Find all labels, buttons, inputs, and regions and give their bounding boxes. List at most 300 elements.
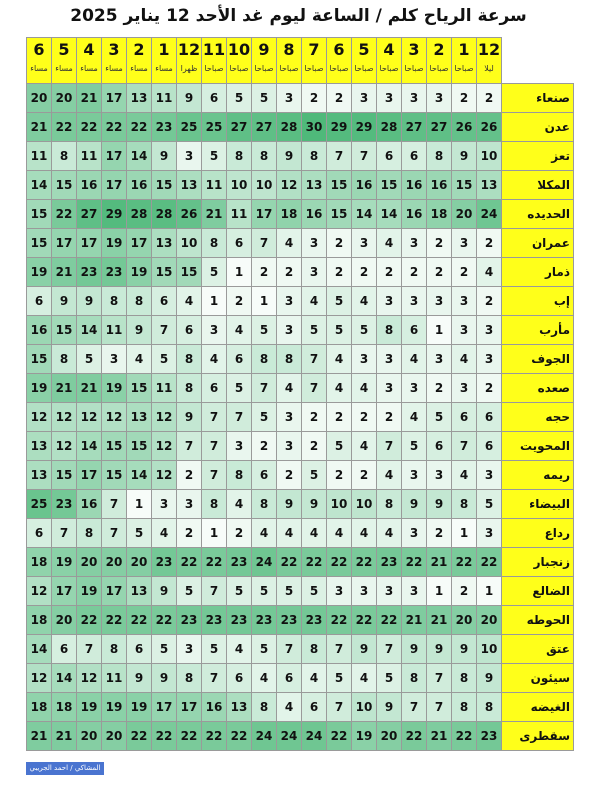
wind-value-cell: 9 [152, 142, 177, 171]
wind-value-cell: 2 [352, 403, 377, 432]
wind-value-cell: 3 [377, 287, 402, 316]
wind-value-cell: 1 [202, 287, 227, 316]
wind-value-cell: 17 [252, 200, 277, 229]
wind-value-cell: 22 [352, 606, 377, 635]
hour-label: 6 [33, 40, 45, 59]
wind-value-cell: 15 [152, 171, 177, 200]
wind-value-cell: 2 [427, 258, 452, 287]
wind-value-cell: 28 [152, 200, 177, 229]
wind-value-cell: 27 [77, 200, 102, 229]
wind-value-cell: 5 [202, 258, 227, 287]
table-row [27, 374, 574, 403]
wind-value-cell: 12 [77, 664, 102, 693]
city-label: الغيضه [502, 693, 574, 722]
wind-value-cell: 8 [252, 142, 277, 171]
hour-header [277, 38, 302, 84]
wind-value-cell: 8 [177, 664, 202, 693]
wind-value-cell: 4 [227, 635, 252, 664]
wind-value-cell: 5 [352, 316, 377, 345]
wind-value-cell: 3 [377, 84, 402, 113]
hour-label: 7 [308, 40, 320, 59]
wind-value-cell: 23 [177, 606, 202, 635]
wind-value-cell: 10 [177, 229, 202, 258]
table-row [27, 548, 574, 577]
wind-value-cell: 4 [177, 287, 202, 316]
wind-value-cell: 4 [302, 519, 327, 548]
wind-value-cell: 16 [402, 171, 427, 200]
corner-cell [502, 38, 574, 84]
hour-header [427, 38, 452, 84]
wind-value-cell: 9 [177, 403, 202, 432]
wind-value-cell: 6 [427, 432, 452, 461]
wind-value-cell: 15 [102, 432, 127, 461]
wind-value-cell: 7 [352, 142, 377, 171]
wind-value-cell: 8 [227, 461, 252, 490]
wind-value-cell: 22 [377, 606, 402, 635]
wind-value-cell: 25 [27, 490, 52, 519]
wind-value-cell: 14 [77, 316, 102, 345]
wind-value-cell: 6 [127, 635, 152, 664]
wind-value-cell: 4 [277, 519, 302, 548]
period-label: مساء [55, 64, 73, 73]
table-row [27, 287, 574, 316]
wind-value-cell: 7 [277, 635, 302, 664]
wind-value-cell: 19 [102, 374, 127, 403]
wind-value-cell: 3 [477, 461, 502, 490]
wind-value-cell: 7 [202, 403, 227, 432]
wind-value-cell: 8 [377, 316, 402, 345]
wind-value-cell: 5 [227, 374, 252, 403]
wind-value-cell: 2 [402, 258, 427, 287]
wind-value-cell: 1 [227, 258, 252, 287]
wind-value-cell: 13 [227, 693, 252, 722]
period-label: صباحا [204, 64, 224, 73]
wind-value-cell: 6 [477, 432, 502, 461]
wind-value-cell: 10 [477, 635, 502, 664]
wind-value-cell: 3 [477, 345, 502, 374]
wind-value-cell: 17 [102, 142, 127, 171]
period-label: صباحا [404, 64, 424, 73]
wind-value-cell: 22 [477, 548, 502, 577]
table-row [27, 258, 574, 287]
wind-value-cell: 8 [427, 142, 452, 171]
wind-value-cell: 9 [177, 84, 202, 113]
wind-value-cell: 13 [177, 171, 202, 200]
wind-value-cell: 9 [152, 664, 177, 693]
table-row [27, 171, 574, 200]
wind-value-cell: 22 [102, 606, 127, 635]
wind-value-cell: 5 [252, 316, 277, 345]
wind-value-cell: 4 [277, 229, 302, 258]
wind-value-cell: 12 [52, 403, 77, 432]
wind-value-cell: 17 [52, 577, 77, 606]
hour-header [77, 38, 102, 84]
wind-value-cell: 20 [27, 84, 52, 113]
wind-value-cell: 4 [402, 403, 427, 432]
wind-value-cell: 10 [352, 490, 377, 519]
wind-value-cell: 26 [477, 113, 502, 142]
wind-value-cell: 3 [327, 577, 352, 606]
wind-value-cell: 23 [152, 113, 177, 142]
wind-value-cell: 27 [252, 113, 277, 142]
hour-header [27, 38, 52, 84]
wind-value-cell: 5 [327, 287, 352, 316]
hour-header [127, 38, 152, 84]
wind-value-cell: 22 [452, 548, 477, 577]
wind-value-cell: 12 [77, 403, 102, 432]
wind-value-cell: 3 [102, 345, 127, 374]
wind-value-cell: 11 [102, 316, 127, 345]
table-row [27, 722, 574, 751]
period-label: ظهرا [180, 64, 198, 73]
wind-value-cell: 22 [127, 722, 152, 751]
period-label: مساء [80, 64, 98, 73]
wind-value-cell: 22 [127, 606, 152, 635]
period-label: صباحا [304, 64, 324, 73]
table-row [27, 229, 574, 258]
wind-value-cell: 3 [402, 519, 427, 548]
wind-value-cell: 25 [202, 113, 227, 142]
hour-header [477, 38, 502, 84]
wind-value-cell: 8 [252, 345, 277, 374]
wind-value-cell: 3 [402, 461, 427, 490]
wind-value-cell: 20 [77, 548, 102, 577]
wind-value-cell: 2 [477, 84, 502, 113]
wind-value-cell: 4 [402, 345, 427, 374]
wind-value-cell: 6 [227, 229, 252, 258]
wind-value-cell: 7 [377, 635, 402, 664]
wind-value-cell: 6 [377, 142, 402, 171]
wind-value-cell: 8 [252, 693, 277, 722]
city-label: تعز [502, 142, 574, 171]
wind-value-cell: 3 [477, 316, 502, 345]
wind-value-cell: 24 [277, 722, 302, 751]
wind-value-cell: 4 [302, 287, 327, 316]
wind-value-cell: 8 [202, 490, 227, 519]
wind-value-cell: 2 [227, 519, 252, 548]
wind-value-cell: 7 [177, 432, 202, 461]
wind-value-cell: 7 [152, 316, 177, 345]
table-row [27, 345, 574, 374]
wind-value-cell: 20 [127, 548, 152, 577]
wind-value-cell: 8 [52, 345, 77, 374]
wind-value-cell: 22 [402, 722, 427, 751]
wind-value-cell: 15 [327, 200, 352, 229]
wind-value-cell: 14 [77, 432, 102, 461]
wind-value-cell: 2 [327, 84, 352, 113]
wind-value-cell: 8 [202, 229, 227, 258]
wind-value-cell: 7 [227, 403, 252, 432]
wind-value-cell: 2 [252, 258, 277, 287]
wind-value-cell: 2 [327, 403, 352, 432]
wind-value-cell: 7 [427, 664, 452, 693]
wind-value-cell: 13 [477, 171, 502, 200]
wind-value-cell: 5 [152, 345, 177, 374]
wind-value-cell: 14 [127, 142, 152, 171]
hour-header [152, 38, 177, 84]
wind-value-cell: 3 [352, 577, 377, 606]
wind-value-cell: 6 [402, 142, 427, 171]
table-row [27, 403, 574, 432]
table-row [27, 84, 574, 113]
wind-value-cell: 7 [102, 519, 127, 548]
city-label: مأرب [502, 316, 574, 345]
wind-value-cell: 2 [427, 229, 452, 258]
wind-value-cell: 3 [152, 490, 177, 519]
wind-value-cell: 20 [102, 722, 127, 751]
wind-value-cell: 9 [352, 635, 377, 664]
wind-value-cell: 15 [27, 229, 52, 258]
hour-label: 9 [258, 40, 270, 59]
hour-label: 3 [408, 40, 420, 59]
city-label: رداع [502, 519, 574, 548]
wind-value-cell: 20 [377, 722, 402, 751]
wind-value-cell: 6 [302, 693, 327, 722]
wind-value-cell: 2 [252, 432, 277, 461]
wind-value-cell: 22 [327, 722, 352, 751]
wind-value-cell: 9 [452, 635, 477, 664]
wind-value-cell: 2 [302, 84, 327, 113]
wind-value-cell: 4 [352, 664, 377, 693]
wind-value-cell: 10 [327, 490, 352, 519]
hour-label: 12 [177, 40, 201, 59]
wind-value-cell: 10 [252, 171, 277, 200]
wind-value-cell: 12 [152, 403, 177, 432]
wind-value-cell: 9 [427, 490, 452, 519]
wind-value-cell: 22 [327, 606, 352, 635]
hour-header [402, 38, 427, 84]
wind-value-cell: 19 [27, 374, 52, 403]
wind-value-cell: 7 [302, 345, 327, 374]
wind-value-cell: 3 [177, 635, 202, 664]
wind-value-cell: 7 [302, 374, 327, 403]
wind-value-cell: 2 [377, 403, 402, 432]
wind-value-cell: 17 [152, 693, 177, 722]
hour-header [377, 38, 402, 84]
wind-value-cell: 19 [102, 693, 127, 722]
wind-value-cell: 30 [302, 113, 327, 142]
table-row [27, 519, 574, 548]
wind-value-cell: 22 [152, 722, 177, 751]
period-label: مساء [130, 64, 148, 73]
wind-value-cell: 5 [277, 577, 302, 606]
wind-value-cell: 27 [427, 113, 452, 142]
wind-value-cell: 23 [52, 490, 77, 519]
wind-value-cell: 5 [302, 461, 327, 490]
wind-value-cell: 23 [102, 258, 127, 287]
table-row [27, 606, 574, 635]
wind-value-cell: 22 [77, 606, 102, 635]
wind-value-cell: 3 [452, 287, 477, 316]
wind-value-cell: 3 [427, 461, 452, 490]
hour-label: 1 [458, 40, 470, 59]
wind-value-cell: 5 [127, 519, 152, 548]
wind-value-cell: 29 [352, 113, 377, 142]
wind-value-cell: 2 [477, 374, 502, 403]
hour-label: 4 [83, 40, 95, 59]
wind-value-cell: 13 [27, 461, 52, 490]
wind-value-cell: 22 [302, 548, 327, 577]
wind-value-cell: 11 [202, 171, 227, 200]
wind-value-cell: 1 [427, 316, 452, 345]
wind-value-cell: 11 [152, 374, 177, 403]
wind-value-cell: 15 [52, 171, 77, 200]
period-label: مساء [30, 64, 48, 73]
wind-value-cell: 22 [52, 113, 77, 142]
wind-value-cell: 3 [352, 229, 377, 258]
wind-value-cell: 19 [77, 577, 102, 606]
wind-value-cell: 13 [27, 432, 52, 461]
hour-label: 11 [202, 40, 226, 59]
wind-value-cell: 2 [302, 432, 327, 461]
wind-value-cell: 16 [27, 316, 52, 345]
wind-value-cell: 21 [52, 374, 77, 403]
credit-badge: المشاكي / احمد الجريبي [26, 762, 104, 775]
wind-value-cell: 2 [452, 258, 477, 287]
wind-value-cell: 4 [477, 258, 502, 287]
wind-value-cell: 7 [52, 519, 77, 548]
wind-value-cell: 26 [452, 113, 477, 142]
hour-header [202, 38, 227, 84]
wind-value-cell: 4 [277, 374, 302, 403]
wind-value-cell: 24 [252, 722, 277, 751]
wind-value-cell: 8 [452, 693, 477, 722]
table-row [27, 200, 574, 229]
wind-value-cell: 4 [127, 345, 152, 374]
wind-value-cell: 1 [252, 287, 277, 316]
wind-value-cell: 3 [402, 84, 427, 113]
wind-value-cell: 14 [352, 200, 377, 229]
wind-value-cell: 2 [452, 577, 477, 606]
wind-value-cell: 21 [427, 722, 452, 751]
wind-value-cell: 2 [327, 229, 352, 258]
wind-value-cell: 23 [252, 606, 277, 635]
header-row [27, 38, 574, 84]
city-label: الحديده [502, 200, 574, 229]
wind-speed-table [26, 37, 574, 751]
hour-header [177, 38, 202, 84]
wind-value-cell: 16 [127, 171, 152, 200]
hour-label: 2 [133, 40, 145, 59]
wind-value-cell: 21 [402, 606, 427, 635]
wind-value-cell: 14 [377, 200, 402, 229]
wind-value-cell: 2 [352, 258, 377, 287]
hour-header [52, 38, 77, 84]
wind-value-cell: 9 [477, 664, 502, 693]
wind-value-cell: 22 [277, 548, 302, 577]
wind-value-cell: 6 [402, 316, 427, 345]
wind-value-cell: 3 [302, 229, 327, 258]
wind-value-cell: 3 [377, 345, 402, 374]
period-label: صباحا [329, 64, 349, 73]
wind-value-cell: 5 [377, 664, 402, 693]
wind-value-cell: 15 [27, 345, 52, 374]
wind-value-cell: 5 [302, 316, 327, 345]
wind-value-cell: 20 [52, 84, 77, 113]
wind-value-cell: 21 [77, 84, 102, 113]
wind-value-cell: 8 [102, 287, 127, 316]
wind-value-cell: 5 [327, 316, 352, 345]
wind-value-cell: 5 [327, 664, 352, 693]
city-label: صعده [502, 374, 574, 403]
wind-value-cell: 3 [452, 316, 477, 345]
wind-value-cell: 5 [227, 84, 252, 113]
wind-value-cell: 8 [227, 142, 252, 171]
wind-value-cell: 9 [452, 142, 477, 171]
wind-value-cell: 3 [277, 84, 302, 113]
wind-value-cell: 13 [127, 403, 152, 432]
wind-value-cell: 7 [327, 693, 352, 722]
wind-value-cell: 23 [152, 548, 177, 577]
wind-value-cell: 14 [27, 635, 52, 664]
wind-value-cell: 21 [77, 374, 102, 403]
wind-value-cell: 22 [52, 200, 77, 229]
wind-value-cell: 27 [227, 113, 252, 142]
city-label: المحويت [502, 432, 574, 461]
wind-value-cell: 5 [252, 403, 277, 432]
period-label: صباحا [429, 64, 449, 73]
wind-value-cell: 19 [102, 229, 127, 258]
wind-value-cell: 28 [277, 113, 302, 142]
wind-value-cell: 9 [277, 490, 302, 519]
wind-value-cell: 4 [252, 664, 277, 693]
wind-value-cell: 4 [352, 374, 377, 403]
period-label: ليلا [484, 64, 494, 73]
wind-value-cell: 6 [452, 403, 477, 432]
wind-value-cell: 8 [477, 693, 502, 722]
wind-value-cell: 16 [202, 693, 227, 722]
page-title: سرعة الرياح كلم / الساعة ليوم غد الأحد 12 يناير 2025 [70, 6, 527, 26]
wind-value-cell: 8 [302, 142, 327, 171]
wind-value-cell: 6 [202, 84, 227, 113]
wind-value-cell: 5 [202, 635, 227, 664]
wind-value-cell: 3 [277, 316, 302, 345]
wind-value-cell: 4 [352, 287, 377, 316]
wind-value-cell: 8 [127, 287, 152, 316]
city-label: حجه [502, 403, 574, 432]
wind-value-cell: 17 [127, 229, 152, 258]
hour-label: 2 [433, 40, 445, 59]
wind-value-cell: 4 [277, 693, 302, 722]
wind-value-cell: 4 [227, 316, 252, 345]
hour-header [227, 38, 252, 84]
wind-value-cell: 24 [302, 722, 327, 751]
wind-value-cell: 12 [27, 577, 52, 606]
wind-value-cell: 20 [452, 200, 477, 229]
wind-value-cell: 23 [227, 606, 252, 635]
wind-value-cell: 23 [202, 606, 227, 635]
wind-value-cell: 5 [327, 432, 352, 461]
wind-value-cell: 27 [402, 113, 427, 142]
wind-value-cell: 25 [177, 113, 202, 142]
wind-value-cell: 23 [302, 606, 327, 635]
hour-label: 10 [227, 40, 251, 59]
wind-value-cell: 12 [152, 432, 177, 461]
table-row [27, 461, 574, 490]
wind-value-cell: 18 [277, 200, 302, 229]
wind-value-cell: 15 [127, 374, 152, 403]
wind-value-cell: 9 [127, 316, 152, 345]
hour-header [302, 38, 327, 84]
wind-value-cell: 8 [452, 490, 477, 519]
wind-value-cell: 23 [277, 606, 302, 635]
wind-value-cell: 23 [477, 722, 502, 751]
wind-value-cell: 3 [452, 374, 477, 403]
wind-value-cell: 4 [327, 345, 352, 374]
wind-value-cell: 16 [402, 200, 427, 229]
wind-value-cell: 4 [252, 519, 277, 548]
wind-value-cell: 11 [227, 200, 252, 229]
